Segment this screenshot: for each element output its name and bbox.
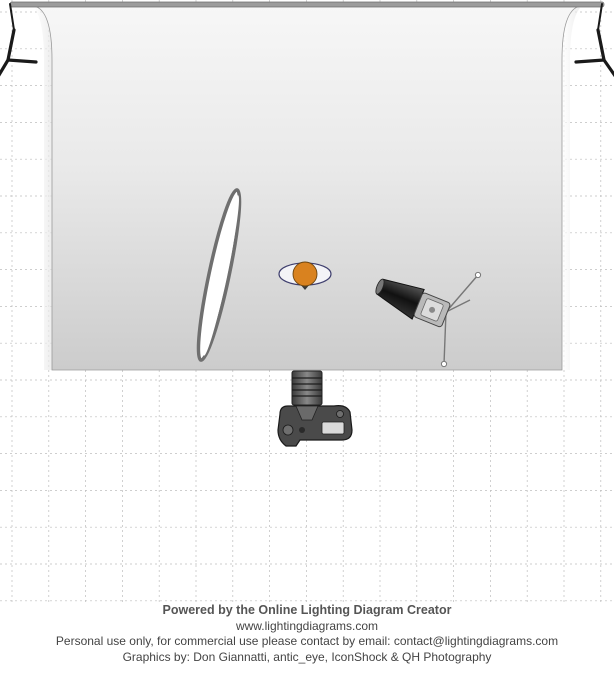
- stand-right-icon: [576, 4, 614, 80]
- website-line: www.lightingdiagrams.com: [235, 618, 379, 633]
- powered-by-line: Powered by the Online Lighting Diagram Creator: [162, 603, 452, 617]
- camera-icon: [278, 371, 352, 446]
- backdrop: [10, 2, 604, 370]
- license-line: Personal use only, for commercial use please contact by email: contact@lightingdiagrams.com: [55, 634, 559, 648]
- credits-footer: [0, 603, 614, 665]
- backdrop-crossbar: [10, 2, 604, 7]
- graphics-credit-line: Graphics by: Don Giannatti, antic_eye, IconShock & QH Photography: [122, 649, 492, 664]
